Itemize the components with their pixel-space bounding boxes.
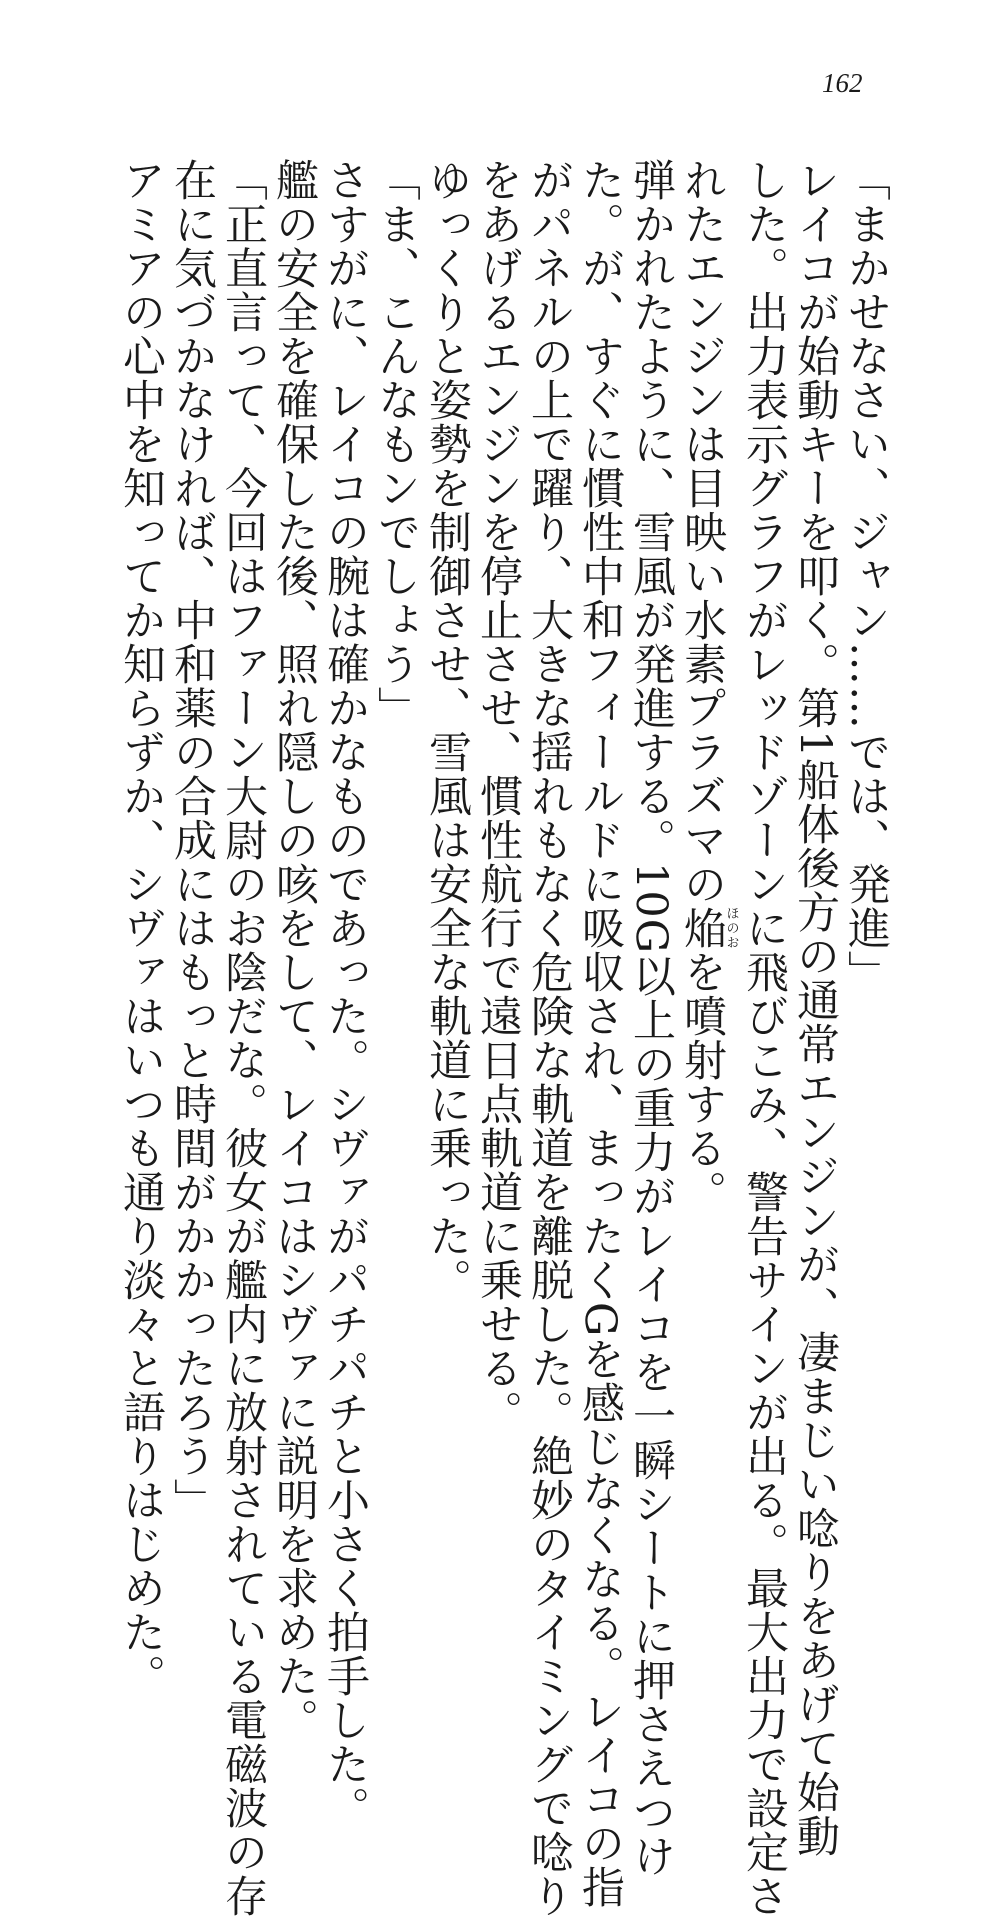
page-number: 162 xyxy=(822,68,863,98)
text-line: 「正直言って、今回はファーン大尉のお陰だな。彼女が艦内に放射されている電磁波の存 xyxy=(218,158,268,1918)
text-line: レイコが始動キーを叩く。第1船体後方の通常エンジンが、凄まじい唸りをあげて始動 xyxy=(790,158,840,1859)
text-line: 弾かれたように、雪風が発進する。10G以上の重力がレイコを一瞬シートに押さえつけ xyxy=(626,158,676,1879)
text-line: さすがに、レイコの腕は確かなものであった。シヴァがパチパチと小さく拍手した。 xyxy=(320,158,370,1830)
body-text xyxy=(115,158,891,1918)
text-line: した。出力表示グラフがレッドゾーンに飛びこみ、警告サインが出る。最大出力で設定さ xyxy=(739,158,789,1918)
text-line: がパネルの上で躍り、大きな揺れもなく危険な軌道を離脱した。絶妙のタイミングで唸り xyxy=(524,158,574,1918)
text-line: をあげるエンジンを停止させ、慣性航行で遠日点軌道に乗せる。 xyxy=(473,158,523,1434)
text-line: アミアの心中を知ってか知らずか、シヴァはいつも通り淡々と語りはじめた。 xyxy=(116,158,166,1698)
text-line: 「ま、こんなもンでしょう」 xyxy=(371,158,421,730)
text-line: 艦の安全を確保した後、照れ隠しの咳をして、レイコはシヴァに説明を求めた。 xyxy=(269,158,319,1742)
furigana-ruby: 焔ほのお xyxy=(677,906,739,950)
furigana-reading: ほのお xyxy=(723,906,739,950)
text-line: た。が、すぐに慣性中和フィールドに吸収され、まったくGを感じなくなる。レイコの指 xyxy=(575,158,625,1910)
text-line: 在に気づかなければ、中和薬の合成にはもっと時間がかかったろう」 xyxy=(167,158,217,1522)
text-line: 「まかせなさい、ジャン……では、発進」 xyxy=(841,158,891,994)
text-line: れたエンジンは目映い水素プラズマの焔ほのおを噴射する。 xyxy=(677,158,739,1214)
text-line: ゆっくりと姿勢を制御させ、雪風は安全な軌道に乗った。 xyxy=(422,158,472,1302)
